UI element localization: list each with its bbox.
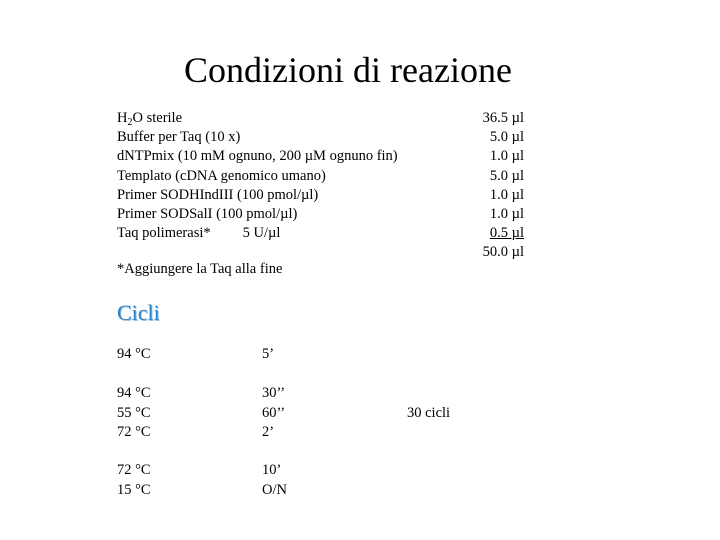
reagent-dntp: dNTPmix (10 mM ognuno, 200 µM ognuno fin) [117,148,398,165]
page-title: Condizioni di reazione [184,50,512,90]
reagent-water [117,109,398,128]
cycle-3-temp [117,461,151,500]
reagent-primer-sali: Primer SODSalI (100 pmol/µl) [117,205,298,222]
reagent-primer-hindiii: Primer SODHIndIII (100 pmol/µl) [117,186,319,203]
step-temp: 55 °C [117,404,151,421]
subscript: 2 [127,117,133,128]
volume-value: 1.0 µl [489,186,524,203]
cycle-3-time [262,461,287,500]
step-temp: 72 °C [117,462,151,478]
volume-value [470,224,524,243]
volume-value: 1.0 µl [489,205,524,222]
taq-unit: 5 U/µl [242,225,281,242]
step-time: 30’’ [262,385,286,401]
step-temp: 94 °C [117,385,151,401]
cycles-heading: Cicli [117,300,160,325]
cycle-2-time [262,384,285,443]
reagent-name: Taq polimerasi* [117,225,211,242]
volume-value: 5.0 µl [489,129,524,146]
reagent-buffer: Buffer per Taq (10 x) [117,129,241,146]
volume-value: 5.0 µl [489,167,524,184]
step-time: 10’ [262,462,282,478]
volume-value-underlined: 0.5 µl [489,225,524,242]
volume-value: 36.5 µl [482,110,524,126]
step-temp: 15 °C [117,481,151,498]
step-time: 60’’ [262,404,286,421]
reagent-template: Templato (cDNA genomico umano) [117,167,326,184]
cycle-1-time: 5’ [262,346,275,362]
volume-value: 1.0 µl [489,148,524,165]
reagent-list [117,109,398,243]
volume-list [470,109,524,263]
reagent-name: O sterile [132,110,183,126]
cycle-2-temp [117,384,151,443]
reagent-name: H [117,110,128,126]
cycle-1-temp: 94 °C [117,346,151,362]
cycle-repeat-count: 30 cicli [407,405,451,421]
footnote: *Aggiungere la Taq alla fine [117,261,283,277]
step-time: O/N [262,481,287,498]
step-time: 2’ [262,424,275,440]
total-volume: 50.0 µl [482,244,524,261]
reagent-taq [117,224,398,243]
step-temp: 72 °C [117,424,151,440]
